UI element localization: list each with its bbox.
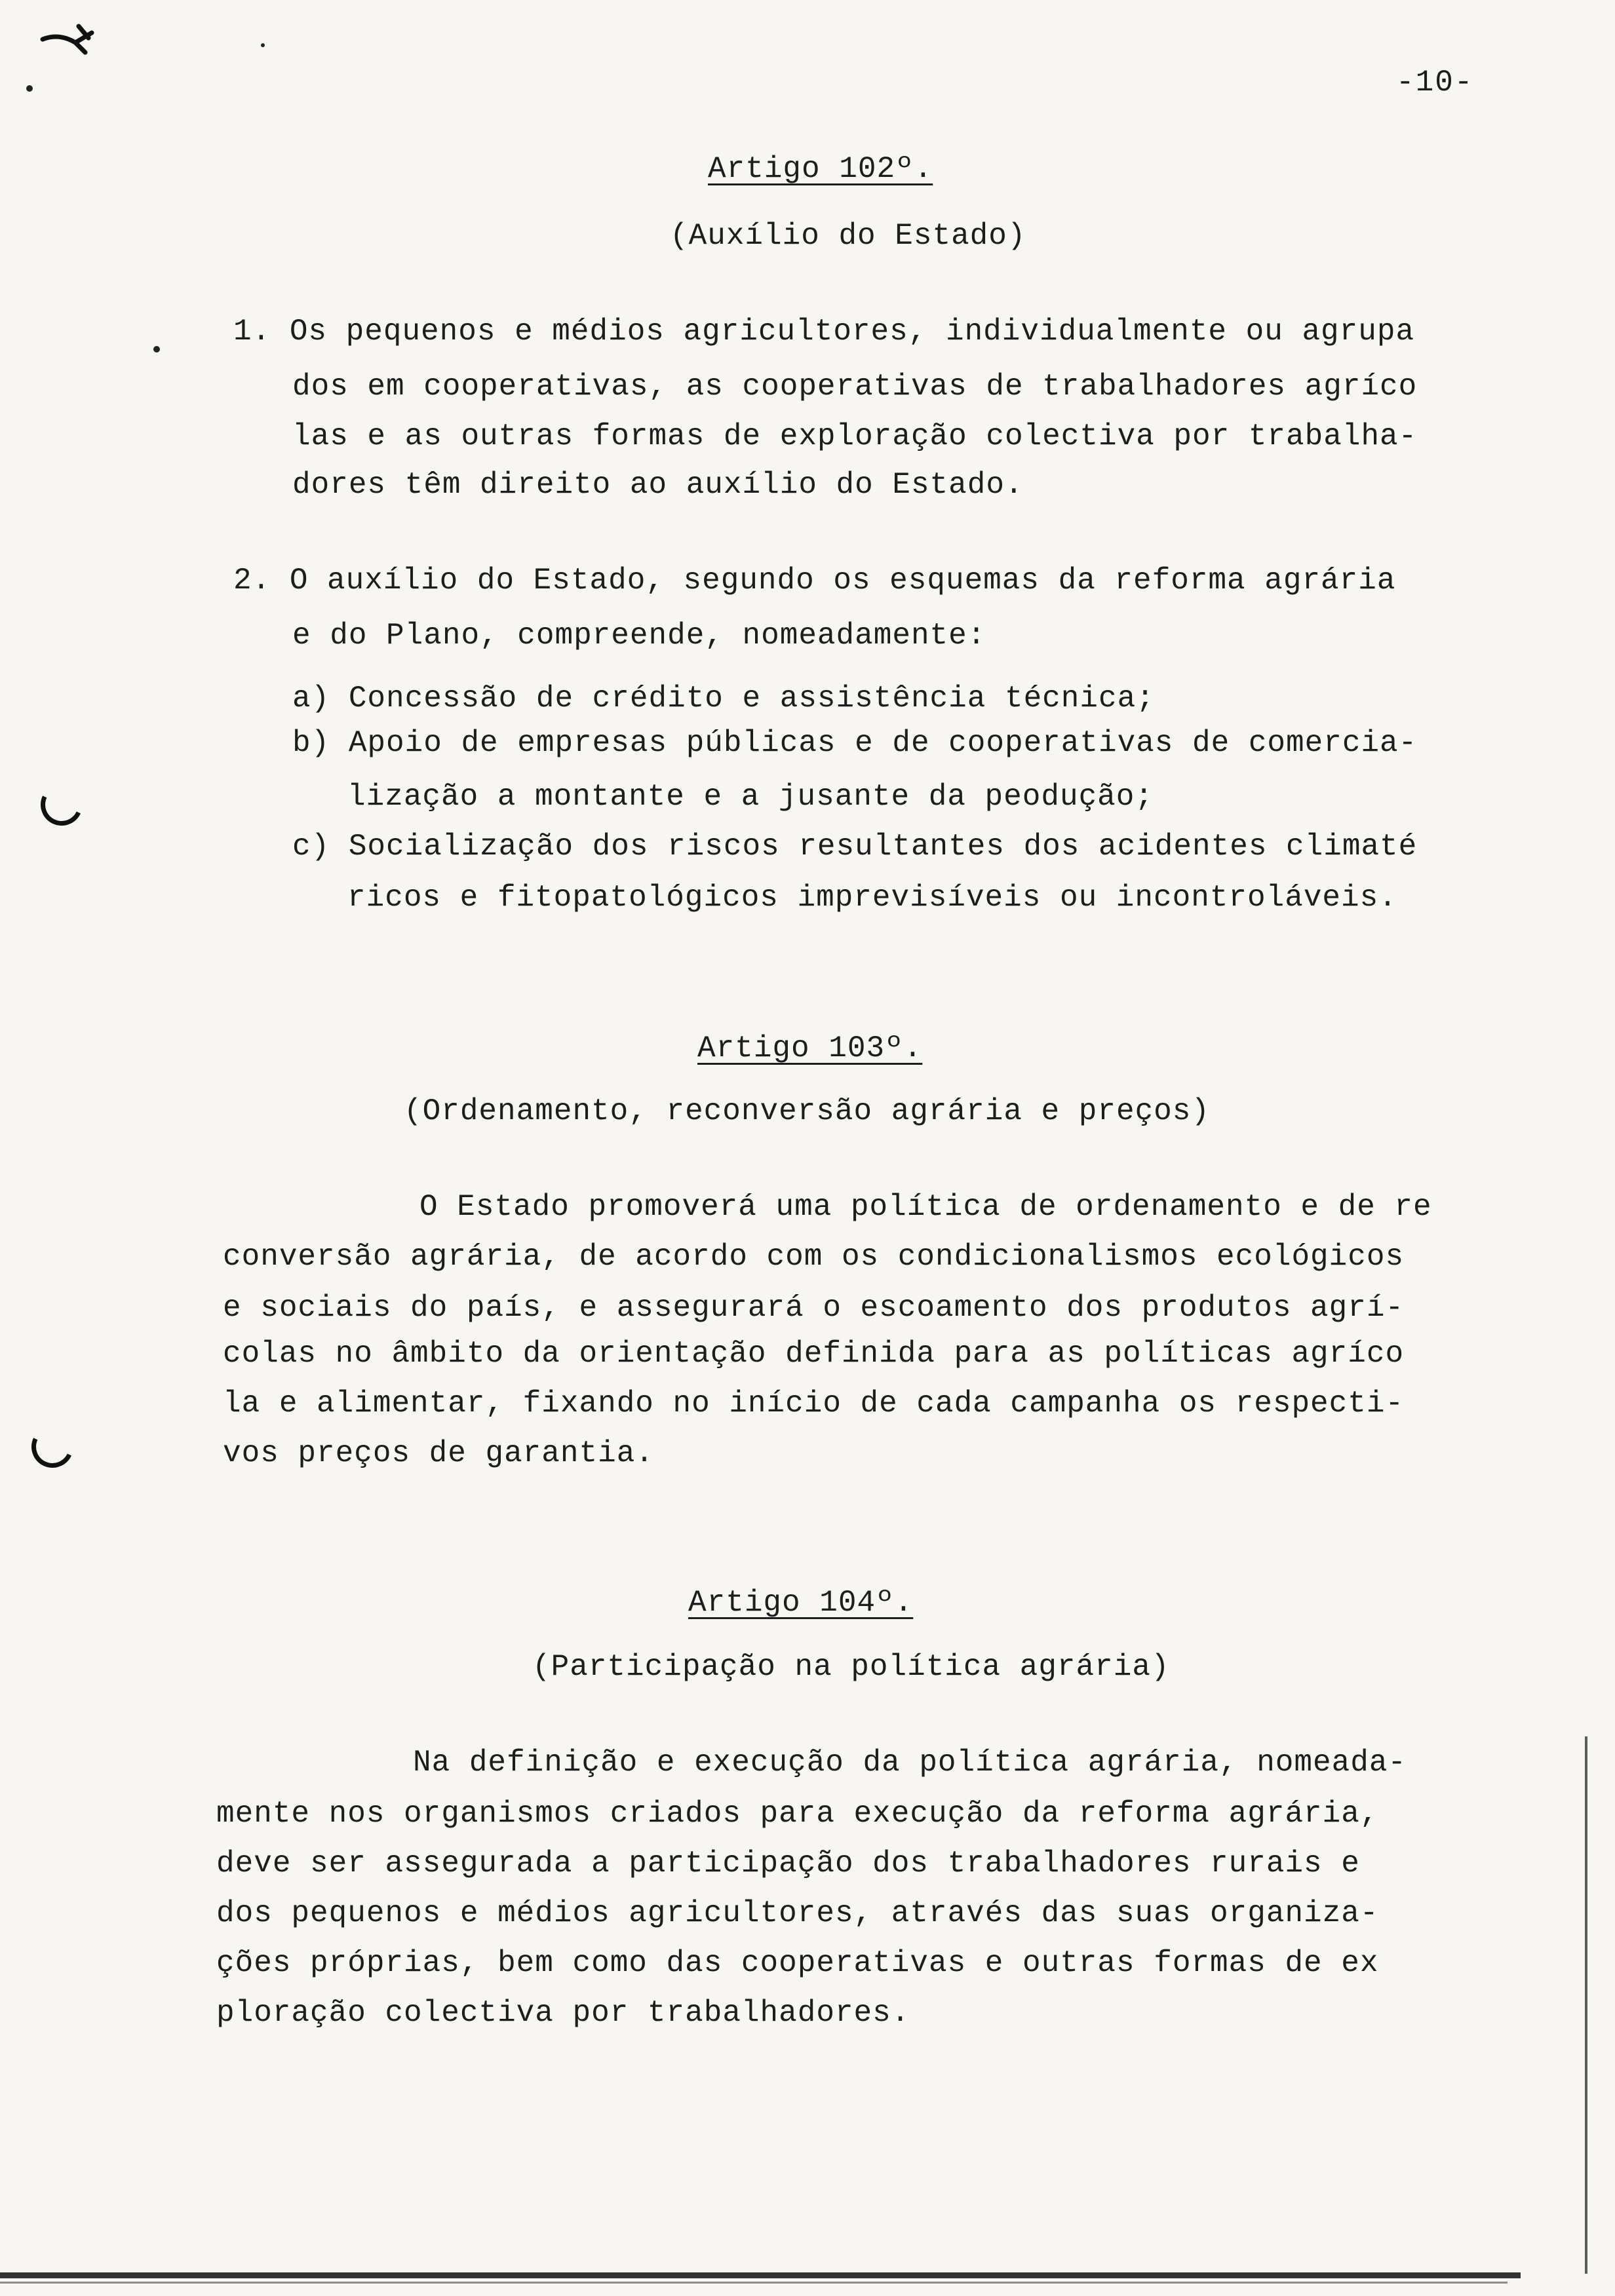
paragraph-line: dos pequenos e médios agricultores, através das suas organiza-: [216, 1896, 1379, 1930]
paragraph-line: e do Plano, compreende, nomeadamente:: [292, 619, 986, 653]
article-subtitle: (Ordenamento, reconversão agrária e preços): [404, 1094, 1210, 1128]
paragraph-line: conversão agrária, de acordo com os condicionalismos ecológicos: [223, 1240, 1405, 1274]
article-heading: Artigo 103º.: [697, 1031, 923, 1065]
list-item-line: a) Concessão de crédito e assistência técnica;: [292, 681, 1155, 716]
paragraph-line: 2. O auxílio do Estado, segundo os esquemas da reforma agrária: [233, 564, 1396, 598]
paragraph-line: la e alimentar, fixando no início de cada campanha os respecti-: [223, 1387, 1405, 1421]
paragraph-line: mente nos organismos criados para execução da reforma agrária,: [216, 1797, 1379, 1831]
scan-mark: [39, 13, 111, 59]
paragraph-line: vos preços de garantia.: [223, 1436, 654, 1470]
paragraph-line: 1. Os pequenos e médios agricultores, individualmente ou agrupa: [233, 315, 1415, 349]
punch-hole-mark: [26, 1420, 79, 1474]
page-number: -10-: [1396, 66, 1474, 100]
list-item-line: b) Apoio de empresas públicas e de cooperativas de comercia-: [292, 726, 1418, 760]
paragraph-line: ções próprias, bem como das cooperativas e outras formas de ex: [216, 1946, 1379, 1980]
list-item-line: c) Socialização dos riscos resultantes dos acidentes climaté: [292, 830, 1418, 864]
paragraph-line: Na definição e execução da política agrária, nomeada-: [413, 1746, 1407, 1780]
scan-dot: [153, 346, 160, 353]
scan-edge: [0, 2282, 1508, 2284]
paragraph-line: dores têm direito ao auxílio do Estado.: [292, 468, 1024, 502]
paragraph-line: las e as outras formas de exploração colectiva por trabalha-: [292, 419, 1418, 453]
article-subtitle: (Auxílio do Estado): [670, 219, 1026, 253]
article-heading: Artigo 102º.: [708, 152, 933, 186]
scan-dot: [261, 43, 265, 47]
paragraph-line: O Estado promoverá uma política de ordenamento e de re: [419, 1190, 1432, 1224]
scan-edge: [0, 2272, 1521, 2278]
list-item-line: lização a montante e a jusante da peodução;: [347, 780, 1154, 814]
scan-edge: [1585, 1736, 1587, 2274]
article-subtitle: (Participação na política agrária): [532, 1650, 1170, 1684]
paragraph-line: ploração colectiva por trabalhadores.: [216, 1996, 910, 2030]
paragraph-line: e sociais do país, e assegurará o escoamento dos produtos agrí-: [223, 1291, 1405, 1325]
paragraph-line: dos em cooperativas, as cooperativas de trabalhadores agríco: [292, 370, 1418, 404]
list-item-line: ricos e fitopatológicos imprevisíveis ou incontroláveis.: [347, 881, 1397, 915]
punch-hole-mark: [35, 778, 88, 832]
paragraph-line: colas no âmbito da orientação definida para as políticas agríco: [223, 1337, 1405, 1371]
scan-dot: [26, 85, 33, 92]
article-heading: Artigo 104º.: [688, 1586, 914, 1620]
paragraph-line: deve ser assegurada a participação dos trabalhadores rurais e: [216, 1846, 1360, 1881]
